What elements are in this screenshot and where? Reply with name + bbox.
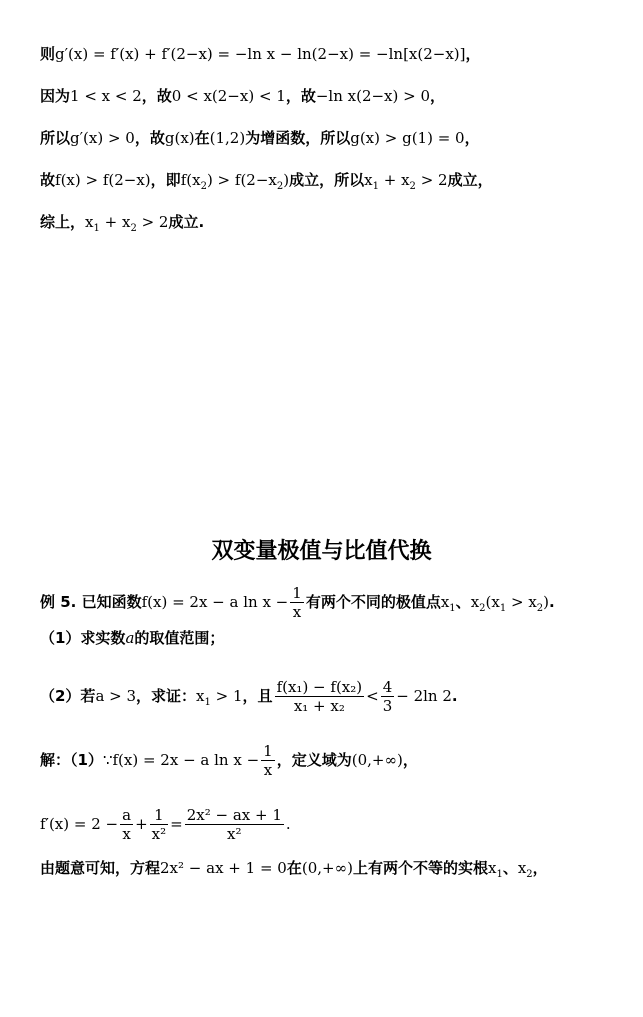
formula-part: > 2: [136, 213, 169, 231]
text: ，故: [285, 87, 316, 105]
subscript: 2: [200, 181, 207, 192]
formula: +: [135, 815, 148, 833]
subscript: 1: [499, 603, 507, 614]
text: 成立，所以: [289, 171, 365, 189]
punct: .: [451, 687, 458, 705]
formula: g′(x) = f′(x) + f′(2−x) = −ln x − ln(2−x) = −ln[x(2−x)]: [55, 45, 466, 63]
formula-part: x: [196, 687, 205, 705]
formula: − 2ln 2: [396, 687, 452, 705]
example-statement: [40, 584, 623, 621]
formula-part: > 2: [415, 171, 448, 189]
formula-part: x: [470, 593, 480, 611]
subscript: 1: [372, 181, 379, 192]
text: 上有两个不等的实根: [352, 859, 488, 877]
fraction: [290, 584, 304, 621]
text: ，故: [141, 87, 172, 105]
formula-part: + x: [378, 171, 410, 189]
subscript: 1: [204, 697, 211, 708]
denominator: x: [263, 761, 273, 779]
formula-part: + x: [99, 213, 131, 231]
formula: 1 < x < 2: [70, 87, 142, 105]
conclusion-line: [40, 858, 623, 885]
section-title: 双变量极值与比值代换: [211, 539, 432, 564]
formula: f(x) = 2x − a ln x −: [112, 751, 260, 769]
formula: [180, 171, 290, 192]
formula: (1,2): [209, 129, 246, 147]
question-2: [40, 678, 623, 715]
fraction: [185, 806, 284, 843]
label-text: 由题意可知，方程: [40, 859, 161, 877]
formula-part: > 1: [210, 687, 243, 705]
formula: [364, 171, 448, 192]
punct: ，: [465, 45, 481, 63]
text: 在: [194, 129, 210, 147]
text: 为增函数，所以: [245, 129, 351, 147]
formula: a: [125, 629, 135, 647]
formula: g′(x) > 0: [70, 129, 135, 147]
numerator: 4: [382, 678, 393, 696]
question-1: [40, 628, 623, 648]
formula-part: x: [517, 859, 527, 877]
text: 在: [286, 859, 302, 877]
label-text: 因为: [40, 87, 71, 105]
formula: =: [170, 815, 183, 833]
punct: ，: [430, 87, 446, 105]
text: ，求证：: [136, 687, 197, 705]
text: 成立.: [168, 213, 205, 231]
fraction: [261, 742, 275, 779]
line-because: [40, 86, 623, 106]
formula: f(x) > f(2−x): [55, 171, 151, 189]
formula-part: x: [487, 859, 497, 877]
text: 、: [455, 593, 471, 611]
subscript: 2: [130, 223, 137, 234]
formula: f′(x) = 2 −: [40, 815, 119, 833]
formula-part: ) > f(2−x: [206, 171, 277, 189]
derivative-line: [40, 806, 623, 843]
subscript: 2: [479, 603, 486, 614]
because-symbol: ∵: [102, 751, 113, 769]
label-text: （1）求实数: [40, 629, 126, 647]
formula-part: x: [440, 593, 450, 611]
solution-line: [40, 742, 623, 779]
formula: (0,+∞): [351, 751, 403, 769]
formula: (0,+∞): [301, 859, 353, 877]
formula: <: [366, 687, 379, 705]
formula: −ln x(2−x) > 0: [315, 87, 431, 105]
formula: f(x) = 2x − a ln x −: [141, 593, 289, 611]
denominator: x₁ + x₂: [293, 697, 345, 715]
denominator: x²: [151, 825, 167, 843]
subscript: 2: [536, 603, 544, 614]
text: ，即: [150, 171, 181, 189]
line-so: [40, 128, 623, 148]
text: 有两个不同的极值点: [305, 593, 441, 611]
formula: [196, 687, 243, 708]
denominator: 3: [382, 697, 393, 715]
formula-part: x: [364, 171, 373, 189]
fraction: [275, 678, 365, 715]
formula-part: (x: [485, 593, 500, 611]
label-text: 则: [40, 45, 56, 63]
formula: 0 < x(2−x) < 1: [171, 87, 286, 105]
numerator: 1: [150, 806, 168, 825]
label-text: 综上，: [40, 213, 86, 231]
formula: [487, 859, 503, 880]
subscript: 2: [276, 181, 284, 192]
formula-part: ): [283, 171, 290, 189]
text: ，故: [134, 129, 165, 147]
formula-part: x: [85, 213, 94, 231]
formula-part: f(x: [180, 171, 201, 189]
punct: ，: [402, 751, 418, 769]
formula: g(x) > g(1) = 0: [350, 129, 465, 147]
subscript: 1: [93, 223, 100, 234]
punct: .: [549, 593, 555, 611]
formula: [470, 593, 550, 614]
subscript: 1: [449, 603, 456, 614]
numerator: 1: [263, 742, 273, 760]
denominator: x: [292, 603, 302, 621]
denominator: x²: [227, 825, 242, 843]
text: 、: [502, 859, 518, 877]
formula-part: > x: [506, 593, 537, 611]
formula: g(x): [164, 129, 195, 147]
text: 成立，: [447, 171, 493, 189]
formula-part: ): [543, 593, 550, 611]
label-text: 故: [40, 171, 56, 189]
fraction: [120, 806, 133, 843]
text: ，定义域为: [276, 751, 352, 769]
subscript: 2: [409, 181, 416, 192]
numerator: f(x₁) − f(x₂): [276, 678, 363, 696]
label-text: 所以: [40, 129, 71, 147]
formula: a > 3: [95, 687, 137, 705]
punct: .: [285, 815, 291, 833]
text: 的取值范围；: [134, 629, 225, 647]
denominator: x: [122, 825, 131, 843]
punct: ，: [532, 859, 548, 877]
line-hence: [40, 170, 623, 197]
label-text: 解：（1）: [40, 751, 103, 769]
numerator: 2x² − ax + 1: [186, 806, 282, 824]
formula: [517, 859, 533, 880]
subscript: 2: [526, 869, 533, 880]
subscript: 1: [496, 869, 503, 880]
line-summary: [40, 212, 623, 239]
label-text: （2）若: [40, 687, 96, 705]
formula: [440, 593, 456, 614]
formula: 2x² − ax + 1 = 0: [160, 859, 287, 877]
label-text: 例 5. 已知函数: [40, 593, 142, 611]
numerator: 1: [292, 584, 302, 602]
punct: ，: [464, 129, 480, 147]
line-derivative-g: [40, 44, 623, 64]
fraction: [150, 806, 168, 843]
fraction: [381, 678, 395, 715]
numerator: a: [122, 806, 132, 824]
formula: [85, 213, 169, 234]
text: ，且: [242, 687, 273, 705]
